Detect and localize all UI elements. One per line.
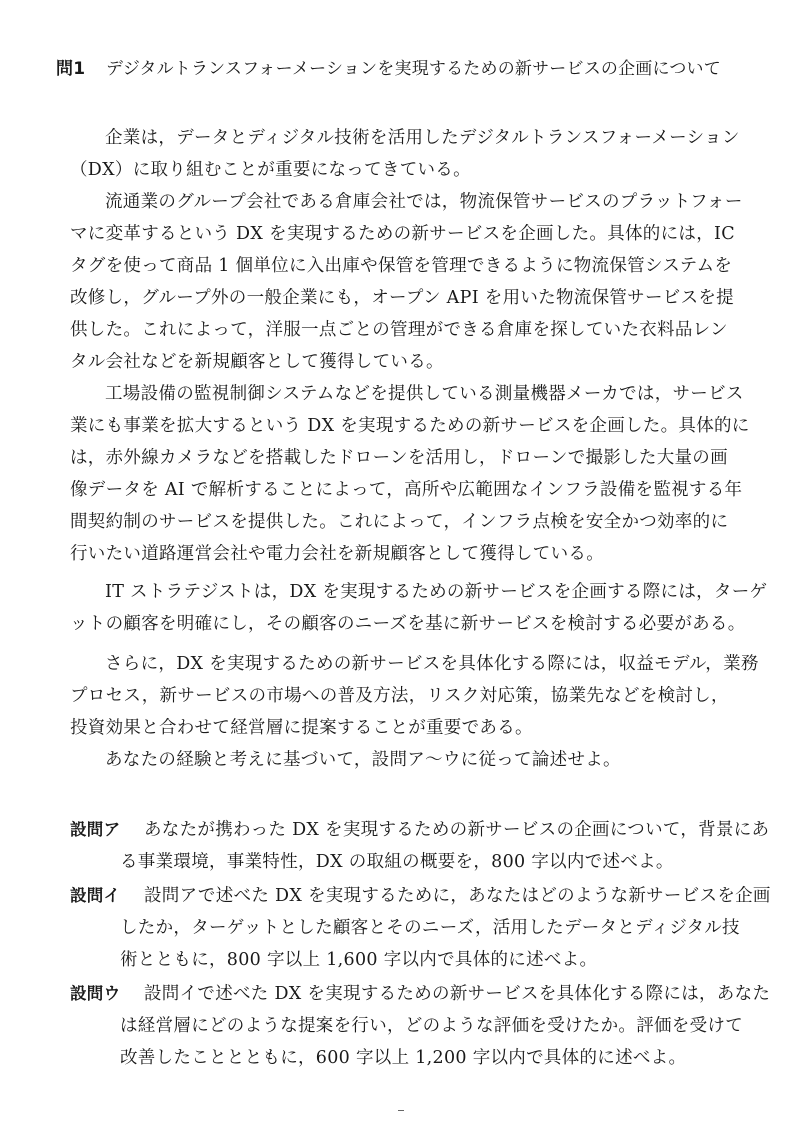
question-i-text: 設問アで述べた DX を実現するために，あなたはどのような新サービスを企画 bbox=[144, 886, 771, 906]
question-u-text: は経営層にどのような提案を行い，どのような評価を受けたか。評価を受けて bbox=[120, 1016, 743, 1036]
body-line: さらに，DX を実現するための新サービスを具体化する際には，収益モデル，業務 bbox=[105, 654, 759, 674]
question-i-label: 設問イ bbox=[70, 886, 121, 905]
body-line: タグを使って商品 1 個単位に入出庫や保管を管理できるように物流保管システムを bbox=[70, 256, 733, 276]
body-line: は，赤外線カメラなどを搭載したドローンを活用し，ドローンで撮影した大量の画 bbox=[70, 448, 728, 468]
question-u bbox=[70, 980, 770, 1005]
body-line: タル会社などを新規顧客として獲得している。 bbox=[70, 352, 444, 372]
question-a-text: あなたが携わった DX を実現するための新サービスの企画について，背景にあ bbox=[144, 820, 770, 840]
question-u-text: 設問イで述べた DX を実現するための新サービスを具体化する際には，あなた bbox=[144, 984, 771, 1004]
question-a-label: 設問ア bbox=[70, 820, 121, 839]
question-a bbox=[70, 816, 769, 841]
body-line: IT ストラテジストは，DX を実現するための新サービスを企画する際には，ターゲ bbox=[105, 582, 768, 602]
question-a-text: る事業環境，事業特性，DX の取組の概要を，800 字以内で述べよ。 bbox=[120, 852, 674, 872]
question-i-text: したか，ターゲットとした顧客とそのニーズ，活用したデータとディジタル技 bbox=[120, 918, 740, 938]
body-line: ットの顧客を明確にし，その顧客のニーズを基に新サービスを検討する必要がある。 bbox=[70, 614, 746, 634]
body-line: 供した。これによって，洋服一点ごとの管理ができる倉庫を探していた衣料品レン bbox=[70, 320, 728, 340]
body-line: 業にも事業を拡大するという DX を実現するための新サービスを企画した。具体的に bbox=[70, 416, 750, 436]
question-title: デジタルトランスフォーメーションを実現するための新サービスの企画について bbox=[106, 59, 721, 79]
body-line: 投資効果と合わせて経営層に提案することが重要である。 bbox=[70, 718, 533, 738]
body-line: マに変革するという DX を実現するための新サービスを企画した。具体的には，IC bbox=[70, 224, 735, 244]
body-line: 工場設備の監視制御システムなどを提供している測量機器メーカでは，サービス bbox=[105, 384, 744, 404]
body-line: 行いたい道路運営会社や電力会社を新規顧客として獲得している。 bbox=[70, 544, 604, 564]
question-heading bbox=[56, 54, 721, 79]
question-u-label: 設問ウ bbox=[70, 984, 121, 1003]
question-u-text: 改善したこととともに，600 字以上 1,200 字以内で具体的に述べよ。 bbox=[120, 1048, 687, 1068]
body-line: （DX）に取り組むことが重要になってきている。 bbox=[70, 160, 471, 180]
body-line: 流通業のグループ会社である倉庫会社では，物流保管サービスのプラットフォー bbox=[105, 192, 743, 212]
body-line: あなたの経験と考えに基づいて，設問ア～ウに従って論述せよ。 bbox=[105, 750, 621, 770]
body-line: 企業は，データとディジタル技術を活用したデジタルトランスフォーメーション bbox=[105, 128, 740, 148]
body-line: 改修し，グループ外の一般企業にも，オープン API を用いた物流保管サービスを提 bbox=[70, 288, 734, 308]
page-footer-mark bbox=[398, 1110, 404, 1111]
body-line: 像データを AI で解析することによって，高所や広範囲なインフラ設備を監視する年 bbox=[70, 480, 743, 500]
question-i-text: 術とともに，800 字以上 1,600 字以内で具体的に述べよ。 bbox=[120, 950, 598, 970]
body-line: 間契約制のサービスを提供した。これによって，インフラ点検を安全かつ効率的に bbox=[70, 512, 729, 532]
body-line: プロセス，新サービスの市場への普及方法，リスク対応策，協業先などを検討し， bbox=[70, 686, 729, 706]
question-number: 問1 bbox=[56, 59, 86, 79]
question-i bbox=[70, 882, 771, 907]
